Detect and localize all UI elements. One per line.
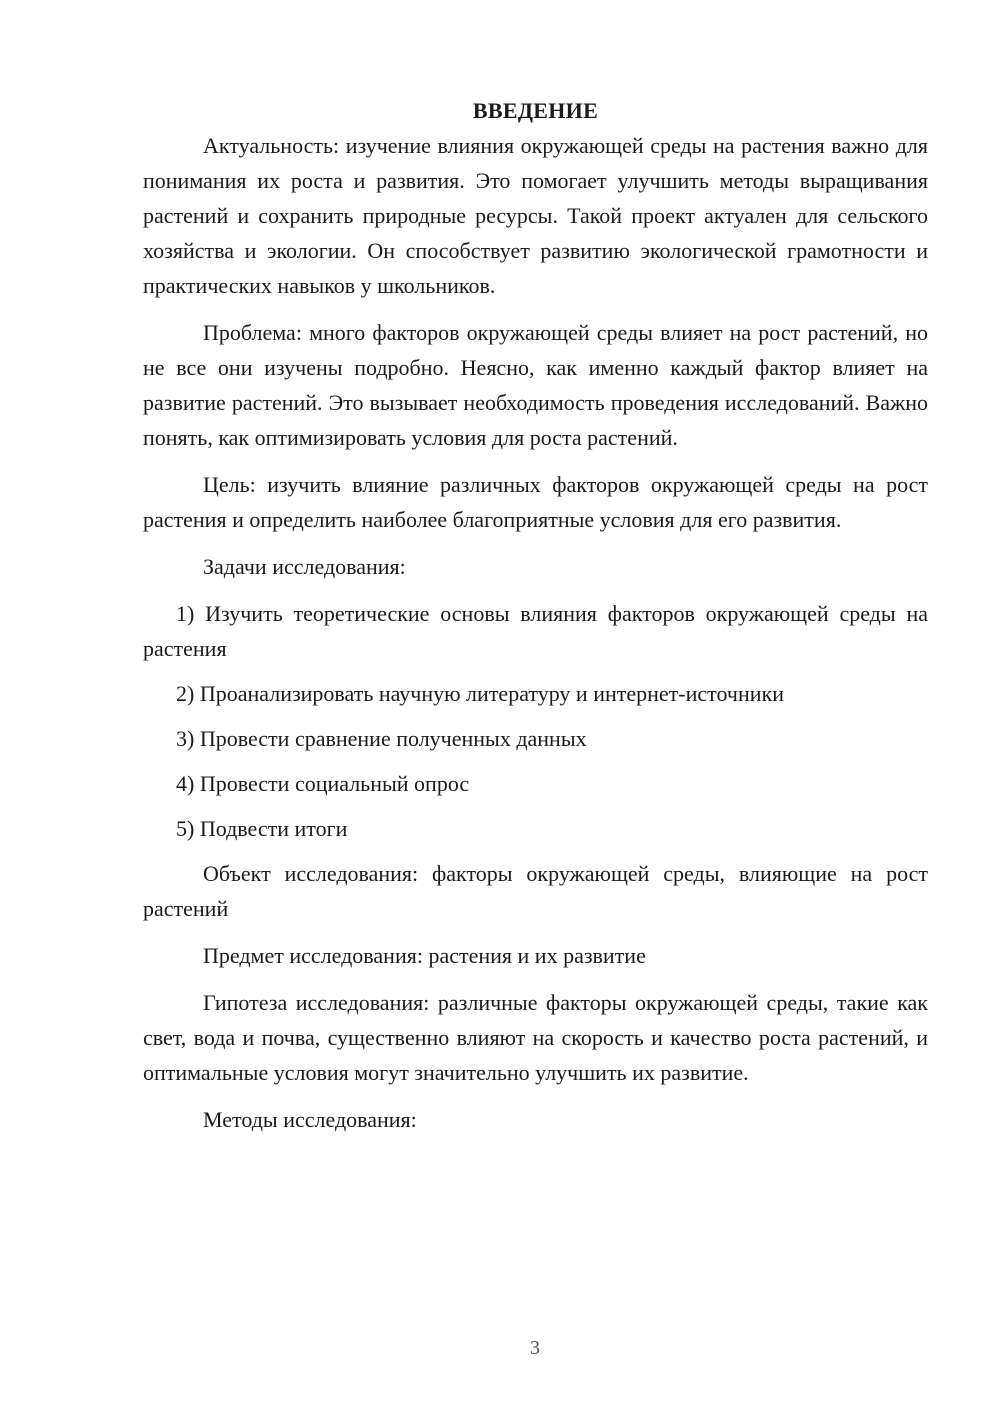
tasks-heading: Задачи исследования: [203,554,406,579]
problem-paragraph: Проблема: много факторов окружающей среды влияет на рост растений, но не все они изучены подробно. Неясно, как именно каждый фактор влияет на развитие растений. Это вызывает необходимость проведения исследований. Важно понять, как оптимизировать условия для роста растений. [143,320,928,450]
hypothesis-paragraph: Гипотеза исследования: различные факторы окружающей среды, такие как свет, вода и почва, существенно влияют на скорость и качество роста растений, и оптимальные условия могут значительно улучшить их развитие. [143,990,928,1085]
goal-paragraph: Цель: изучить влияние различных факторов окружающей среды на рост растения и определить наиболее благоприятные условия для его развития. [143,472,928,532]
relevance-paragraph: Актуальность: изучение влияния окружающей среды на растения важно для понимания их роста и развития. Это помогает улучшить методы выращивания растений и сохранить природные ресурсы. Такой проект актуален для сельского хозяйства и экологии. Он способствует развитию экологической грамотности и практических навыков у школьников. [143,133,928,298]
methods-heading: Методы исследования: [203,1107,417,1132]
task-item-5: 5) Подвести итоги [176,816,348,841]
task-item-2: 2) Проанализировать научную литературу и интернет-источники [176,681,784,706]
task-item-1: 1) Изучить теоретические основы влияния факторов окружающей среды на растения [143,601,928,661]
page-number: 3 [530,1337,540,1359]
object-paragraph: Объект исследования: факторы окружающей среды, влияющие на рост растений [143,861,928,921]
page-content [143,93,928,1149]
subject-paragraph: Предмет исследования: растения и их развитие [203,943,646,968]
page-title: ВВЕДЕНИЕ [472,98,599,123]
task-item-3: 3) Провести сравнение полученных данных [176,726,587,751]
task-item-4: 4) Провести социальный опрос [176,771,470,796]
